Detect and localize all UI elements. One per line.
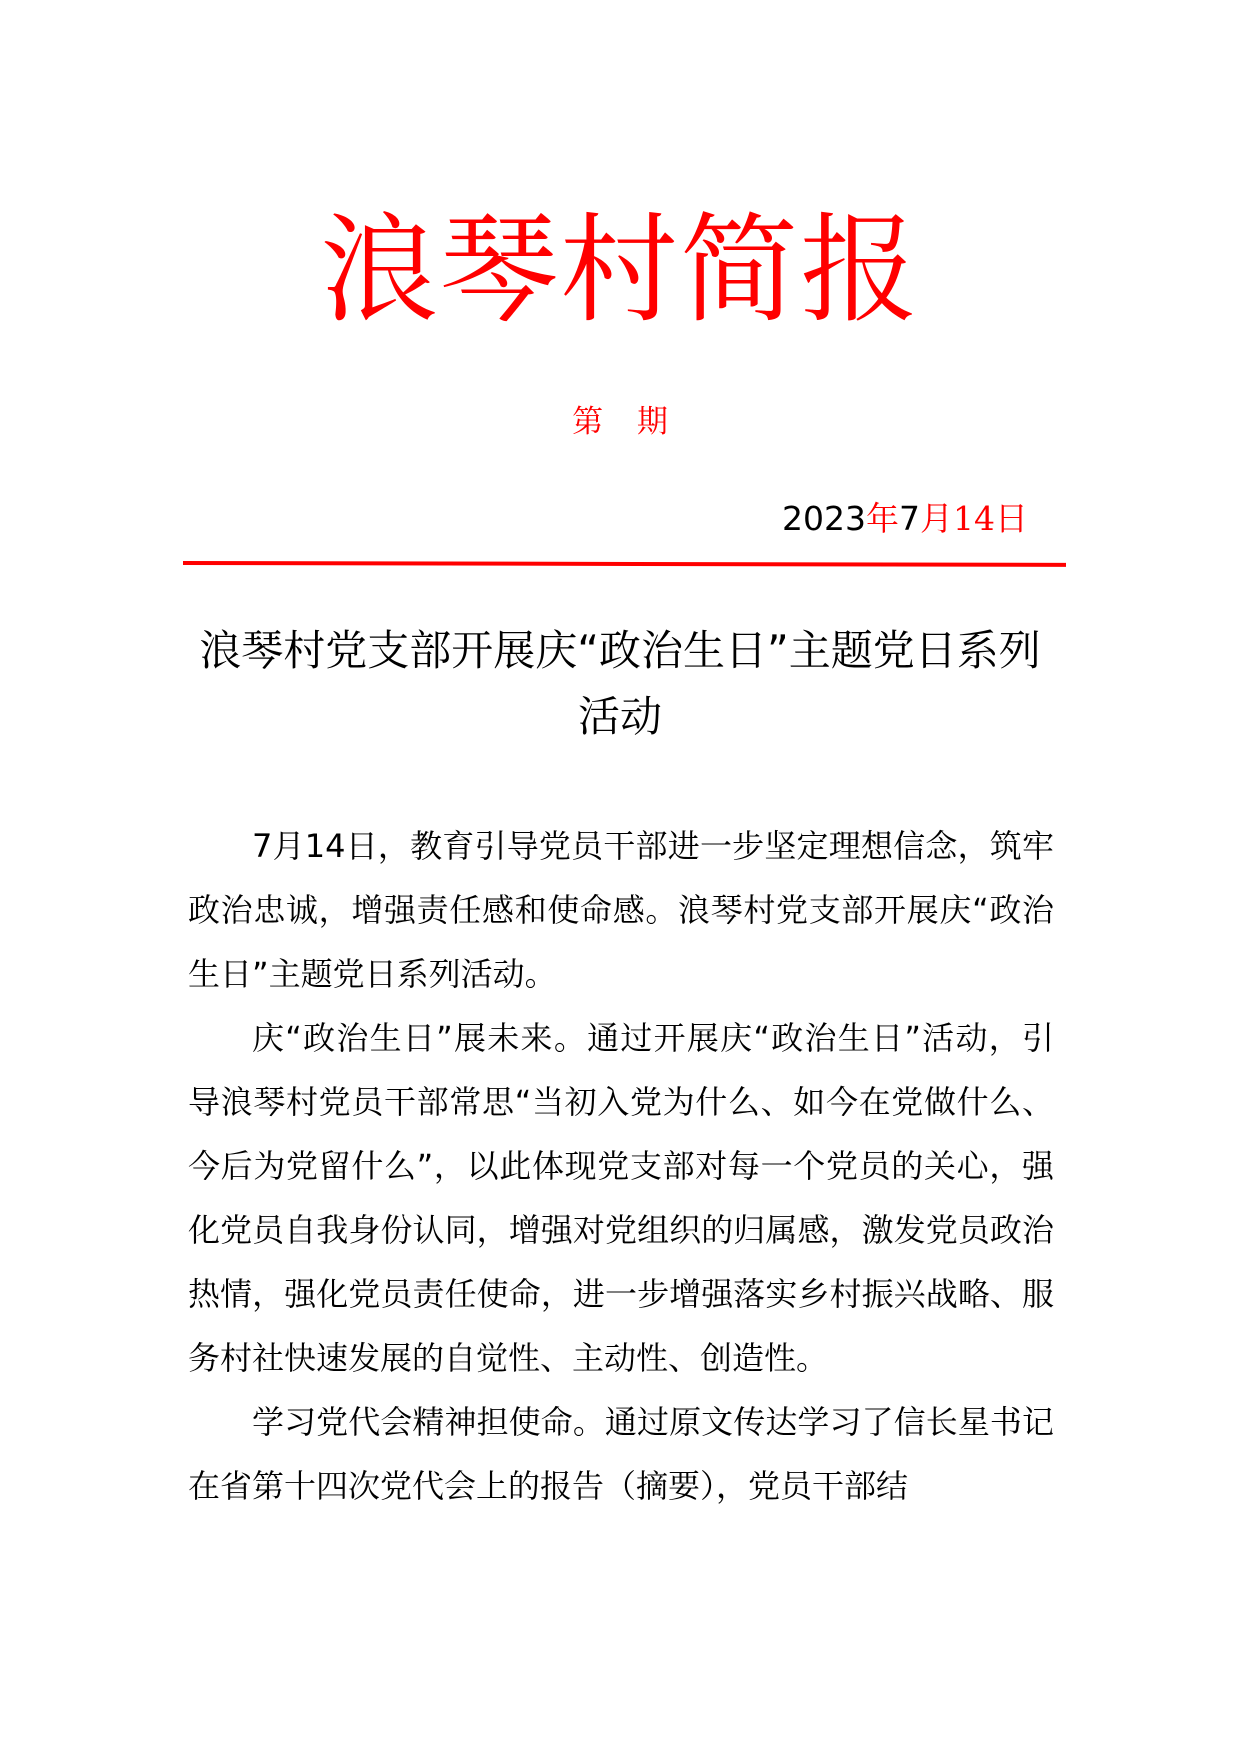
date-month: 7 <box>899 499 920 538</box>
paragraph: 学习党代会精神担使命。通过原文传达学习了信长星书记在省第十四次党代会上的报告（摘要），党员干部结 <box>188 1403 1054 1505</box>
date-year-unit: 年 <box>866 499 899 538</box>
issue-number: 第 期 <box>572 404 668 440</box>
date-year: 2023 <box>782 499 866 538</box>
red-divider <box>183 561 1066 567</box>
article-title: 浪琴村党支部开展庆“政治生日”主题党日系列活动 <box>199 626 1041 741</box>
newsletter-masthead: 浪琴村简报 <box>319 201 920 339</box>
article-body <box>188 814 1054 1518</box>
paragraph: 7月14日，教育引导党员干部进一步坚定理想信念，筑牢政治忠诚，增强责任感和使命感。浪琴村党支部开展庆“政治生日”主题党日系列活动。 <box>188 827 1054 993</box>
date-day-unit: 日 <box>995 499 1028 538</box>
publication-date <box>782 496 1028 542</box>
paragraph: 庆“政治生日”展未来。通过开展庆“政治生日”活动，引导浪琴村党员干部常思“当初入党为什么、如今在党做什么、今后为党留什么”，以此体现党支部对每一个党员的关心，强化党员自我身份认同，增强对党组织的归属感，激发党员政治热情，强化党员责任使命，进一步增强落实乡村振兴战略、服务村社快速发展的自觉性、主动性、创造性。 <box>188 1019 1054 1377</box>
date-month-unit: 月 <box>920 499 953 538</box>
date-day: 14 <box>953 499 995 538</box>
